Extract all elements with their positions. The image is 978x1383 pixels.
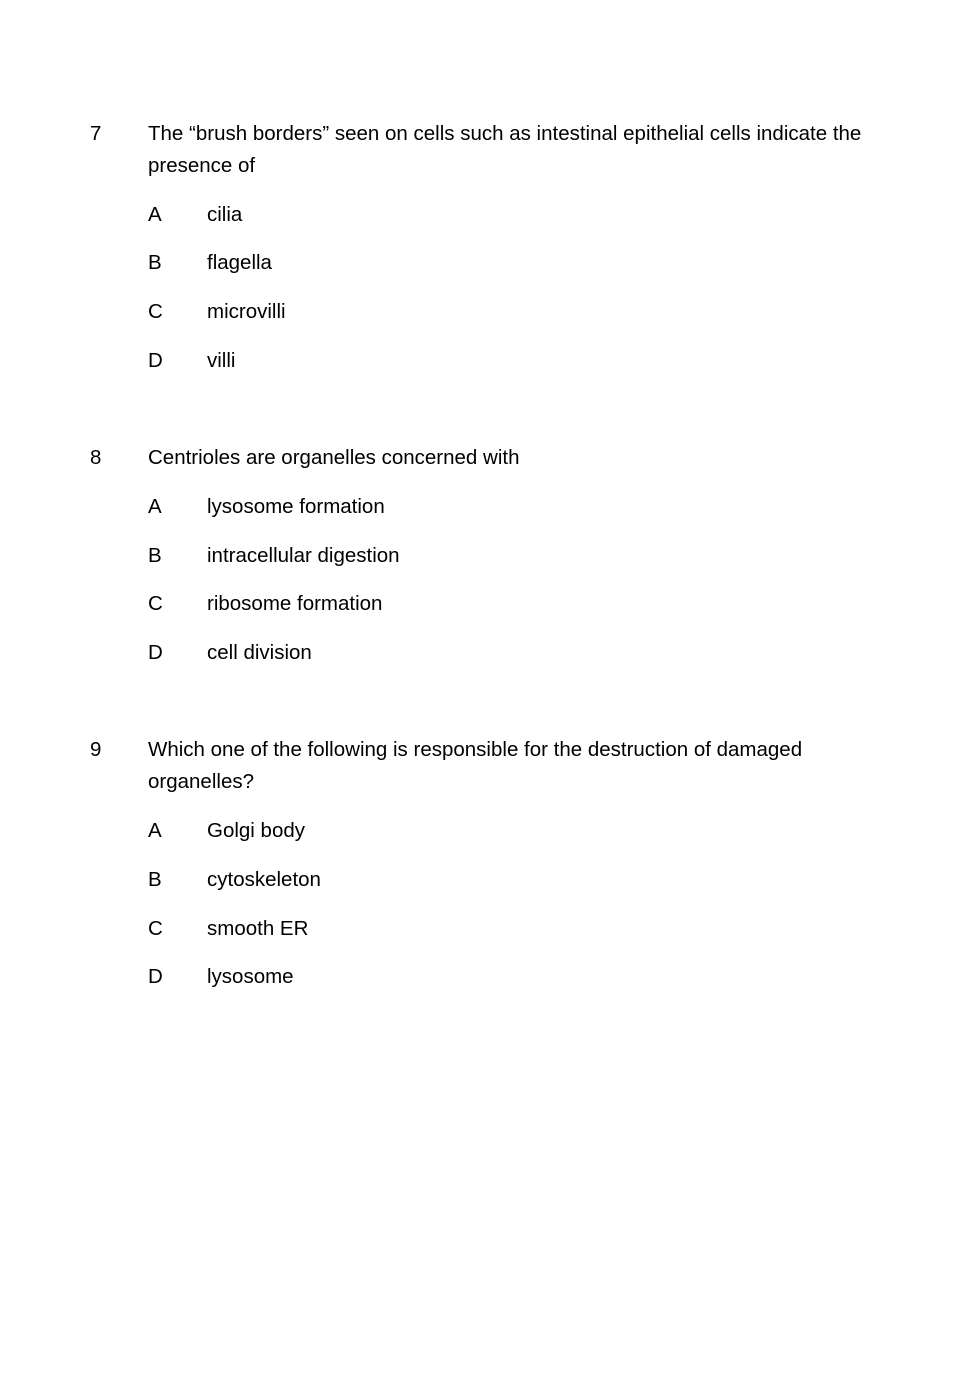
- option-b: [0, 864, 978, 896]
- option-letter: C: [148, 917, 163, 940]
- option-letter: C: [148, 592, 163, 615]
- option-letter: D: [148, 641, 163, 664]
- option-c: [0, 588, 978, 620]
- question-text: The “brush borders” seen on cells such as intestinal epithelial cells indicate the presence of: [148, 122, 862, 177]
- option-text: cytoskeleton: [207, 868, 321, 891]
- option-text: intracellular digestion: [207, 544, 400, 567]
- option-letter: D: [148, 349, 163, 372]
- question-number: 7: [90, 122, 102, 145]
- option-d: [0, 961, 978, 993]
- option-text: lysosome: [207, 965, 294, 988]
- option-text: flagella: [207, 251, 272, 274]
- question-text: Centrioles are organelles concerned with: [148, 446, 520, 469]
- option-a: [0, 815, 978, 847]
- option-c: [0, 296, 978, 328]
- option-letter: B: [148, 251, 162, 274]
- option-text: smooth ER: [207, 917, 309, 940]
- option-a: [0, 491, 978, 523]
- option-letter: C: [148, 300, 163, 323]
- option-a: [0, 199, 978, 231]
- option-letter: B: [148, 544, 162, 567]
- option-d: [0, 637, 978, 669]
- option-letter: A: [148, 495, 162, 518]
- option-text: Golgi body: [207, 819, 306, 842]
- question-number: 8: [90, 446, 102, 469]
- option-text: villi: [207, 349, 236, 372]
- option-text: cilia: [207, 203, 243, 226]
- question-number: 9: [90, 738, 102, 761]
- option-text: ribosome formation: [207, 592, 383, 615]
- option-d: [0, 345, 978, 377]
- option-letter: D: [148, 965, 163, 988]
- option-b: [0, 540, 978, 572]
- option-text: microvilli: [207, 300, 286, 323]
- option-text: lysosome formation: [207, 495, 385, 518]
- option-text: cell division: [207, 641, 312, 664]
- option-c: [0, 913, 978, 945]
- question-text: Which one of the following is responsible for the destruction of damaged organelles?: [148, 738, 803, 793]
- option-b: [0, 247, 978, 279]
- option-letter: A: [148, 203, 162, 226]
- option-letter: B: [148, 868, 162, 891]
- option-letter: A: [148, 819, 162, 842]
